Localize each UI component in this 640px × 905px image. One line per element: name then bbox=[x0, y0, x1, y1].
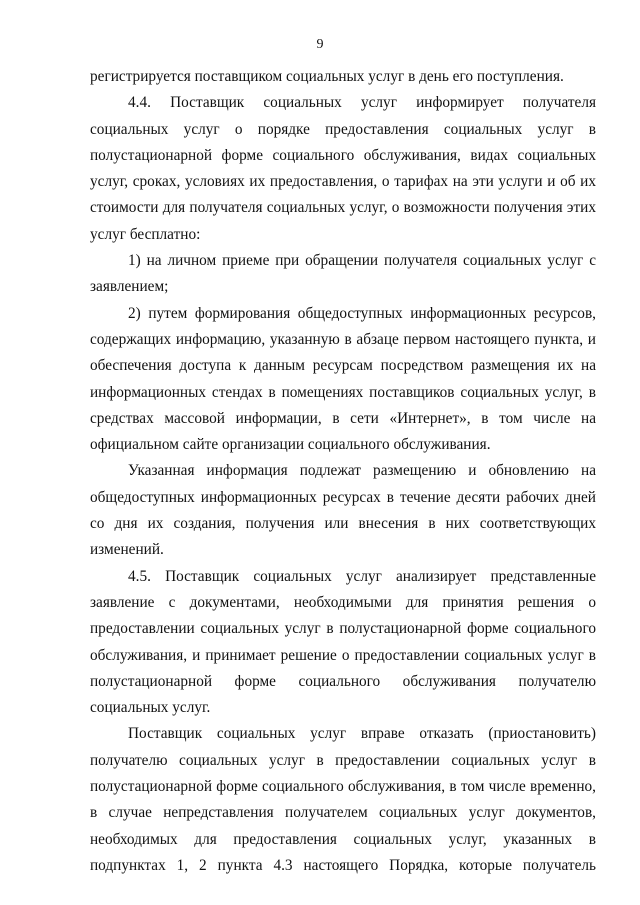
document-body bbox=[90, 64, 596, 879]
page-number: 9 bbox=[316, 37, 324, 52]
paragraph-continuation: регистрируется поставщиком социальных услуг в день его поступления. bbox=[90, 68, 564, 85]
paragraph-item-1: 1) на личном приеме при обращении получателя социальных услуг с заявлением; bbox=[90, 252, 596, 296]
paragraph-4-4: 4.4. Поставщик социальных услуг информирует получателя социальных услуг о порядке предоставления социальных услуг в полустационарной форме социального обслуживания, видах социальных услуг, сроках, условиях их предоставления, о тарифах на эти услуги и об их стоимости для получателя социальных услуг, о возможности получения этих услуг бесплатно: bbox=[90, 94, 596, 243]
paragraph-information-placement: Указанная информация подлежат размещению и обновлению на общедоступных информационных ресурсах в течение десяти рабочих дней со дня их создания, получения или внесения в них соответствующих изменений. bbox=[90, 462, 596, 559]
paragraph-4-5: 4.5. Поставщик социальных услуг анализирует представленные заявление с документами, необходимыми для принятия решения о предоставлении социальных услуг в полустационарной форме социального обслуживания, и принимает решение о предоставлении социальных услуг в полустационарной форме социального обслуживания получателю социальных услуг. bbox=[90, 567, 596, 717]
paragraph-item-2: 2) путем формирования общедоступных информационных ресурсов, содержащих информацию, указанную в абзаце первом настоящего пункта, и обеспечения доступа к данным ресурсам посредством размещения их на информационных стендах в помещениях поставщиков социальных услуг, в средствах массовой информации, в сети «Интернет», в том числе на официальном сайте организации социального обслуживания. bbox=[90, 304, 596, 454]
paragraph-refusal: Поставщик социальных услуг вправе отказать (приостановить) получателю социальных услуг в предоставлении социальных услуг в полустационарной форме социального обслуживания, в том числе временно, в случае непредставления получателем социальных услуг документов, необходимых для предоставления социальных услуг, указанных в подпунктах 1, 2 пункта 4.3 настоящего Порядка, которые получатель bbox=[90, 725, 596, 874]
